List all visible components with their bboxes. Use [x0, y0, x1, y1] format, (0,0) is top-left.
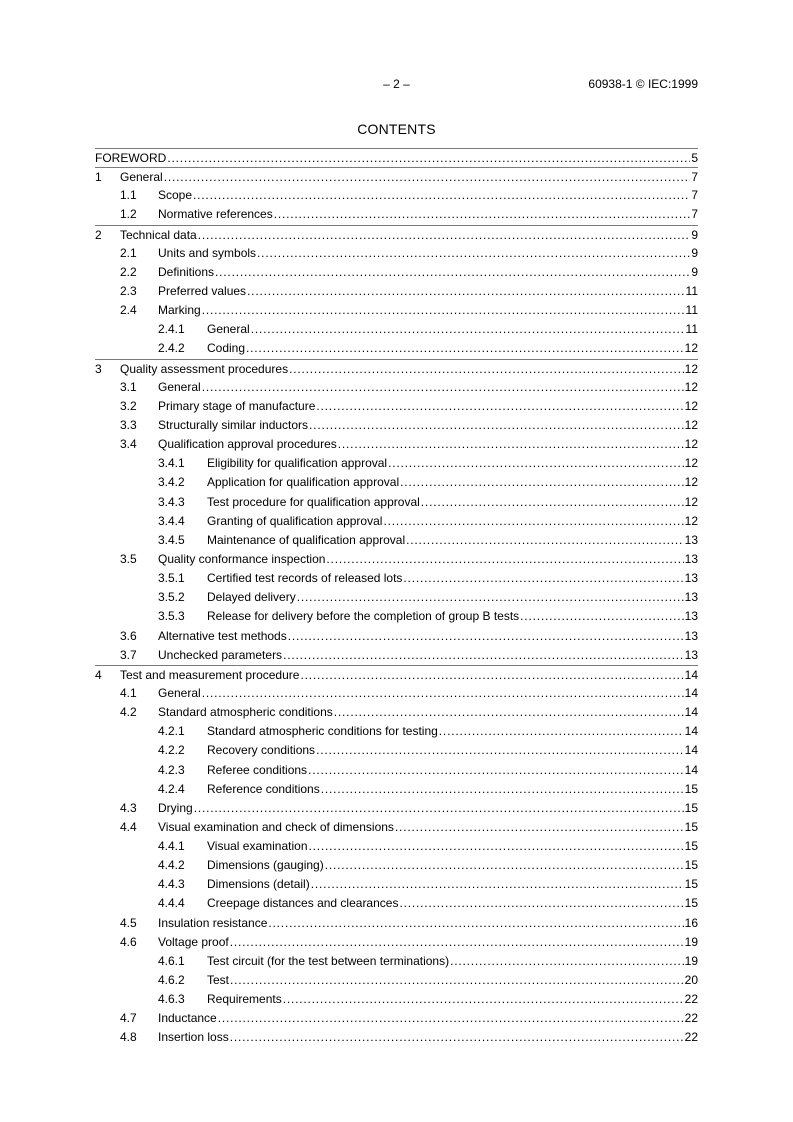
- toc-entry-number: 3: [95, 361, 102, 376]
- toc-entry-number: 3.4.5: [158, 532, 185, 547]
- toc-entry-page: 12: [684, 494, 698, 509]
- toc-entry[interactable]: [95, 837, 698, 856]
- toc-entry[interactable]: [95, 301, 698, 320]
- toc-entry-title: Eligibility for qualification approval: [207, 454, 388, 473]
- toc-entry-title: Release for delivery before the completion of group B tests: [207, 607, 520, 626]
- toc-entry[interactable]: [95, 722, 698, 741]
- toc-entry-number: 4.1: [120, 685, 137, 700]
- dot-leader: [520, 607, 683, 626]
- toc-entry-number: 1.1: [120, 188, 137, 203]
- table-of-contents: [95, 148, 698, 1048]
- dot-leader: [439, 722, 684, 741]
- toc-entry-title: Insertion loss: [158, 1028, 230, 1047]
- toc-entry-number: 4.2: [120, 705, 137, 720]
- toc-entry-title: Recovery conditions: [207, 741, 316, 760]
- dot-leader: [230, 1028, 684, 1047]
- toc-entry-number: 2.2: [120, 264, 137, 279]
- toc-entry[interactable]: [95, 703, 698, 722]
- dot-leader: [251, 320, 685, 339]
- toc-entry-title: Test circuit (for the test between terminations): [207, 952, 450, 971]
- dot-leader: [283, 646, 684, 665]
- dot-leader: [308, 761, 684, 780]
- toc-entry[interactable]: [95, 263, 698, 282]
- toc-entry-page: 7: [691, 207, 698, 222]
- toc-entry[interactable]: [95, 205, 698, 224]
- toc-entry-number: 3.4: [120, 437, 137, 452]
- toc-entry-page: 9: [691, 227, 698, 242]
- toc-entry[interactable]: [95, 894, 698, 913]
- dot-leader: [406, 531, 684, 550]
- toc-entry-number: 4.2.4: [158, 781, 185, 796]
- toc-entry[interactable]: [95, 933, 698, 952]
- toc-entry-page: 7: [691, 188, 698, 203]
- dot-leader: [257, 244, 690, 263]
- dot-leader: [198, 226, 691, 245]
- toc-entry[interactable]: [95, 282, 698, 301]
- dot-leader: [383, 512, 683, 531]
- dot-leader: [321, 780, 684, 799]
- toc-entry-page: 22: [684, 1011, 698, 1026]
- toc-entry[interactable]: [95, 435, 698, 454]
- toc-entry-number: 4: [95, 667, 102, 682]
- dot-leader: [421, 493, 684, 512]
- toc-entry[interactable]: [95, 971, 698, 990]
- toc-entry-page: 16: [684, 915, 698, 930]
- dot-leader: [246, 339, 684, 358]
- dot-leader: [230, 933, 684, 952]
- toc-entry-page: 13: [684, 609, 698, 624]
- toc-entry-title: Referee conditions: [207, 761, 308, 780]
- toc-entry-number: 3.5: [120, 551, 137, 566]
- dot-leader: [289, 360, 684, 379]
- dot-leader: [202, 301, 685, 320]
- toc-entry[interactable]: [95, 799, 698, 818]
- toc-entry-page: 12: [684, 456, 698, 471]
- toc-entry-page: 13: [684, 628, 698, 643]
- toc-entry-page: 12: [684, 361, 698, 376]
- toc-entry-number: 3.4.2: [158, 475, 185, 490]
- dot-leader: [164, 168, 691, 187]
- toc-entry-page: 9: [691, 245, 698, 260]
- toc-entry-page: 12: [684, 513, 698, 528]
- dot-leader: [218, 1009, 684, 1028]
- toc-entry-page: 15: [684, 819, 698, 834]
- toc-entry-title: General: [158, 378, 202, 397]
- toc-entry[interactable]: [95, 569, 698, 588]
- toc-entry-title: Maintenance of qualification approval: [207, 531, 406, 550]
- toc-entry-page: 12: [684, 437, 698, 452]
- toc-entry-title: Alternative test methods: [158, 627, 288, 646]
- toc-entry-title: General: [207, 320, 251, 339]
- toc-entry-number: 4.4.1: [158, 839, 185, 854]
- toc-entry-title: Requirements: [207, 990, 283, 1009]
- toc-entry[interactable]: [95, 244, 698, 263]
- toc-entry-title: Definitions: [158, 263, 215, 282]
- toc-entry-number: 4.2.3: [158, 762, 185, 777]
- toc-entry-number: 4.7: [120, 1011, 137, 1026]
- toc-entry-page: 19: [684, 934, 698, 949]
- dot-leader: [167, 149, 690, 168]
- toc-entry[interactable]: [95, 761, 698, 780]
- dot-leader: [399, 894, 683, 913]
- toc-entry-page: 19: [684, 953, 698, 968]
- toc-entry-number: 1.2: [120, 207, 137, 222]
- toc-entry-number: 3.4.4: [158, 513, 185, 528]
- toc-entry-page: 12: [684, 379, 698, 394]
- toc-entry[interactable]: [95, 588, 698, 607]
- toc-entry-number: 4.3: [120, 800, 137, 815]
- toc-entry[interactable]: [95, 378, 698, 397]
- toc-entry[interactable]: [95, 627, 698, 646]
- toc-entry-page: 14: [684, 743, 698, 758]
- toc-entry-number: 4.4.3: [158, 877, 185, 892]
- toc-entry-page: 15: [684, 800, 698, 815]
- toc-entry-page: 15: [684, 781, 698, 796]
- dot-leader: [400, 473, 684, 492]
- toc-entry[interactable]: [95, 856, 698, 875]
- toc-entry[interactable]: [95, 225, 698, 244]
- dot-leader: [193, 186, 690, 205]
- toc-entry[interactable]: [95, 665, 698, 684]
- toc-entry[interactable]: [95, 990, 698, 1009]
- toc-entry-number: 2.4.1: [158, 322, 185, 337]
- toc-entry-title: Preferred values: [158, 282, 247, 301]
- toc-entry-page: 13: [684, 532, 698, 547]
- dot-leader: [268, 914, 683, 933]
- toc-entry[interactable]: [95, 952, 698, 971]
- toc-entry-page: 15: [684, 877, 698, 892]
- toc-entry-title: Unchecked parameters: [158, 646, 283, 665]
- toc-entry-page: 12: [684, 398, 698, 413]
- toc-entry[interactable]: [95, 339, 698, 358]
- toc-entry-number: 3.3: [120, 417, 137, 432]
- toc-entry[interactable]: [95, 148, 698, 167]
- dot-leader: [288, 627, 684, 646]
- toc-entry-title: Inductance: [158, 1009, 218, 1028]
- toc-entry[interactable]: [95, 416, 698, 435]
- toc-entry-page: 15: [684, 839, 698, 854]
- toc-entry-title: Granting of qualification approval: [207, 512, 383, 531]
- toc-entry-number: 3.4.1: [158, 456, 185, 471]
- toc-entry[interactable]: [95, 473, 698, 492]
- toc-entry[interactable]: [95, 818, 698, 837]
- toc-entry-number: 4.8: [120, 1030, 137, 1045]
- toc-entry-number: 4.6.2: [158, 973, 185, 988]
- toc-entry-title: Technical data: [120, 226, 198, 245]
- toc-entry-number: 2.4.2: [158, 341, 185, 356]
- toc-entry-number: 3.5.2: [158, 590, 185, 605]
- toc-entry-page: 5: [691, 151, 698, 165]
- toc-entry-number: 2.1: [120, 245, 137, 260]
- toc-entry-title: Visual examination: [207, 837, 309, 856]
- toc-entry-page: 13: [684, 571, 698, 586]
- toc-entry-number: 4.6: [120, 934, 137, 949]
- toc-entry-title: Reference conditions: [207, 780, 321, 799]
- toc-entry[interactable]: [95, 607, 698, 626]
- toc-entry-number: 4.6.3: [158, 992, 185, 1007]
- toc-entry-number: 3.2: [120, 398, 137, 413]
- dot-leader: [274, 205, 691, 224]
- toc-entry[interactable]: [95, 550, 698, 569]
- toc-entry-page: 7: [691, 170, 698, 185]
- toc-entry-title: Quality conformance inspection: [158, 550, 326, 569]
- toc-entry-title: Units and symbols: [158, 244, 257, 263]
- toc-entry-title: Standard atmospheric conditions for testing: [207, 722, 439, 741]
- toc-entry[interactable]: [95, 684, 698, 703]
- toc-entry-title: Delayed delivery: [207, 588, 297, 607]
- toc-entry-number: 2.3: [120, 283, 137, 298]
- toc-entry[interactable]: [95, 914, 698, 933]
- toc-entry-page: 22: [684, 992, 698, 1007]
- page-number: – 2 –: [383, 77, 410, 91]
- dot-leader: [338, 435, 684, 454]
- toc-entry-title: FOREWORD: [95, 149, 167, 168]
- toc-entry-page: 14: [684, 667, 698, 682]
- dot-leader: [215, 263, 690, 282]
- toc-entry-title: Coding: [207, 339, 246, 358]
- toc-entry-title: Marking: [158, 301, 202, 320]
- standard-reference: 60938-1 © IEC:1999: [588, 77, 698, 91]
- toc-entry-page: 20: [684, 973, 698, 988]
- toc-entry-number: 4.2.2: [158, 743, 185, 758]
- dot-leader: [202, 378, 684, 397]
- toc-entry-title: Insulation resistance: [158, 914, 268, 933]
- toc-entry-page: 12: [684, 475, 698, 490]
- contents-title: CONTENTS: [357, 121, 436, 137]
- toc-entry-page: 15: [684, 896, 698, 911]
- dot-leader: [194, 799, 684, 818]
- toc-entry-page: 14: [684, 705, 698, 720]
- dot-leader: [316, 397, 683, 416]
- toc-entry-page: 14: [684, 685, 698, 700]
- toc-entry-page: 14: [684, 724, 698, 739]
- toc-entry-page: 12: [684, 341, 698, 356]
- toc-entry-title: Primary stage of manufacture: [158, 397, 316, 416]
- dot-leader: [450, 952, 684, 971]
- toc-entry-title: Test: [207, 971, 230, 990]
- dot-leader: [309, 416, 684, 435]
- dot-leader: [334, 703, 684, 722]
- dot-leader: [202, 684, 684, 703]
- toc-entry-title: Test and measurement procedure: [120, 666, 300, 685]
- toc-entry-title: Dimensions (gauging): [207, 856, 325, 875]
- dot-leader: [395, 818, 684, 837]
- toc-entry-title: Qualification approval procedures: [158, 435, 338, 454]
- toc-entry[interactable]: [95, 1028, 698, 1047]
- toc-entry-title: General: [120, 168, 164, 187]
- toc-entry-number: 3.1: [120, 379, 137, 394]
- toc-entry[interactable]: [95, 359, 698, 378]
- toc-entry-title: Normative references: [158, 205, 274, 224]
- toc-entry-title: Scope: [158, 186, 193, 205]
- toc-entry-number: 3.5.3: [158, 609, 185, 624]
- toc-entry-number: 4.4: [120, 819, 137, 834]
- toc-entry-page: 15: [684, 858, 698, 873]
- toc-entry-number: 3.7: [120, 647, 137, 662]
- toc-entry[interactable]: [95, 320, 698, 339]
- toc-entry-number: 4.5: [120, 915, 137, 930]
- dot-leader: [325, 856, 684, 875]
- toc-entry-title: Test procedure for qualification approval: [207, 493, 421, 512]
- toc-entry-title: General: [158, 684, 202, 703]
- dot-leader: [230, 971, 684, 990]
- dot-leader: [316, 741, 684, 760]
- toc-entry-title: Quality assessment procedures: [120, 360, 289, 379]
- toc-entry[interactable]: [95, 512, 698, 531]
- dot-leader: [388, 454, 684, 473]
- toc-entry[interactable]: [95, 167, 698, 186]
- dot-leader: [309, 837, 684, 856]
- dot-leader: [283, 990, 684, 1009]
- toc-entry-page: 13: [684, 551, 698, 566]
- toc-entry-page: 22: [684, 1030, 698, 1045]
- toc-entry-number: 3.6: [120, 628, 137, 643]
- toc-entry[interactable]: [95, 741, 698, 760]
- toc-entry-title: Visual examination and check of dimensions: [158, 818, 395, 837]
- toc-entry-title: Standard atmospheric conditions: [158, 703, 334, 722]
- toc-entry-number: 2: [95, 227, 102, 242]
- toc-entry-page: 14: [684, 762, 698, 777]
- toc-entry-page: 9: [691, 264, 698, 279]
- toc-entry-title: Application for qualification approval: [207, 473, 400, 492]
- toc-entry[interactable]: [95, 1009, 698, 1028]
- toc-entry-page: 11: [685, 303, 698, 318]
- toc-entry-page: 11: [685, 322, 698, 337]
- toc-entry-number: 4.4.2: [158, 858, 185, 873]
- toc-entry[interactable]: [95, 646, 698, 665]
- toc-entry[interactable]: [95, 186, 698, 205]
- toc-entry-page: 12: [684, 417, 698, 432]
- dot-leader: [326, 550, 683, 569]
- toc-entry-title: Creepage distances and clearances: [207, 894, 399, 913]
- toc-entry-number: 1: [95, 170, 102, 185]
- toc-entry-title: Drying: [158, 799, 194, 818]
- toc-entry-number: 3.4.3: [158, 494, 185, 509]
- toc-entry-title: Certified test records of released lots: [207, 569, 403, 588]
- toc-entry-page: 13: [684, 647, 698, 662]
- toc-entry[interactable]: [95, 531, 698, 550]
- toc-entry-page: 11: [685, 283, 698, 298]
- dot-leader: [297, 588, 684, 607]
- toc-entry-title: Voltage proof: [158, 933, 230, 952]
- toc-entry-page: 13: [684, 590, 698, 605]
- toc-entry-title: Structurally similar inductors: [158, 416, 309, 435]
- toc-entry-number: 4.4.4: [158, 896, 185, 911]
- toc-entry[interactable]: [95, 780, 698, 799]
- toc-entry[interactable]: [95, 875, 698, 894]
- toc-entry-title: Dimensions (detail): [207, 875, 311, 894]
- toc-entry[interactable]: [95, 454, 698, 473]
- dot-leader: [403, 569, 683, 588]
- toc-entry-number: 2.4: [120, 303, 137, 318]
- dot-leader: [247, 282, 684, 301]
- dot-leader: [311, 875, 684, 894]
- toc-entry-number: 4.6.1: [158, 953, 185, 968]
- toc-entry-number: 3.5.1: [158, 571, 185, 586]
- toc-entry[interactable]: [95, 397, 698, 416]
- toc-entry[interactable]: [95, 493, 698, 512]
- dot-leader: [300, 666, 683, 685]
- toc-entry-number: 4.2.1: [158, 724, 185, 739]
